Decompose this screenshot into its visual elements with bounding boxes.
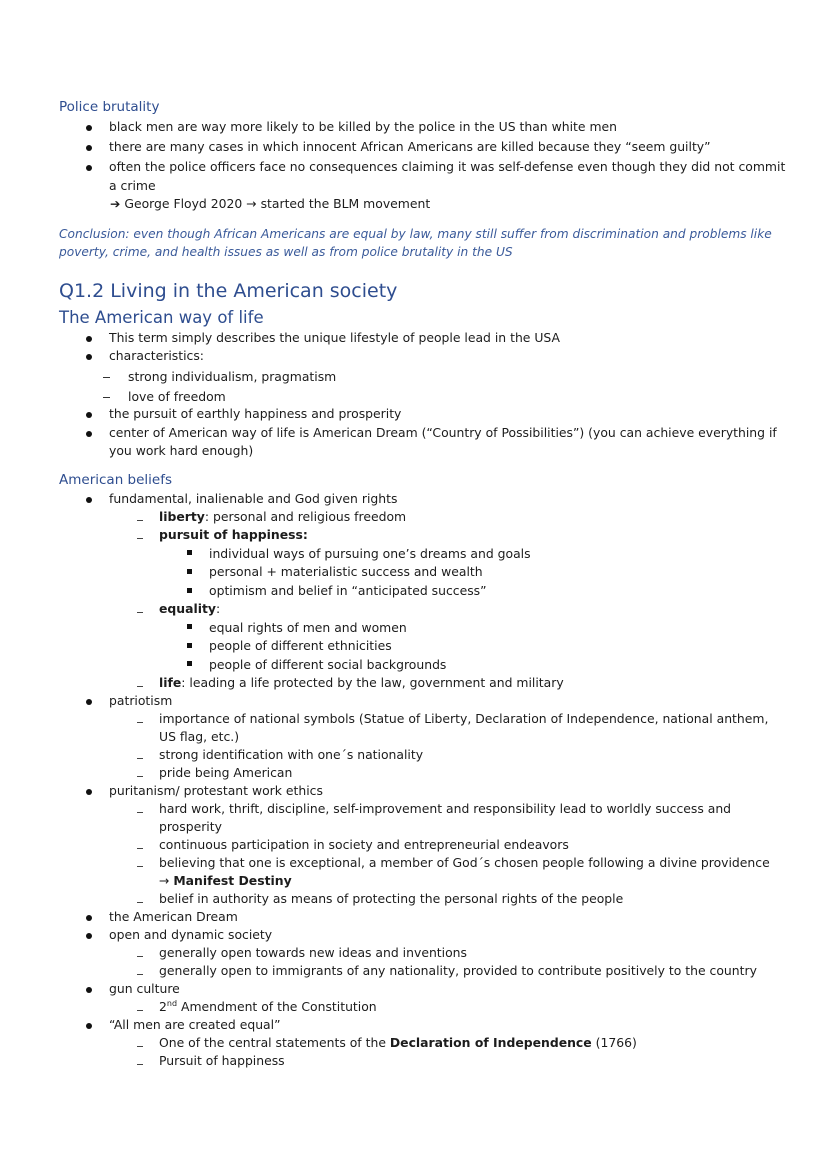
dash-marker — [103, 377, 110, 378]
section-title: Q1.2 Living in the American society — [59, 280, 398, 302]
way-bullet-4-line-1: center of American way of life is American Dream (“Country of Possibilities”) (you can achieve everything if — [109, 425, 777, 440]
dash-marker — [137, 1064, 143, 1065]
dash-marker — [137, 848, 143, 849]
equality-item-1: equal rights of men and women — [209, 620, 407, 635]
patriotism-item-3: pride being American — [159, 765, 293, 780]
equality-item — [159, 601, 220, 617]
beliefs-bullet-open-society: open and dynamic society — [109, 927, 273, 942]
open-society-item-1: generally open towards new ideas and inventions — [159, 945, 467, 960]
puritanism-item-3-line-1: believing that one is exceptional, a member of God´s chosen people following a divine providence — [159, 855, 770, 870]
square-bullet — [187, 661, 192, 666]
patriotism-item-1-line-1: importance of national symbols (Statue of Liberty, Declaration of Independence, national anthem, — [159, 711, 769, 726]
square-bullet — [187, 643, 192, 648]
dash-marker — [137, 974, 143, 975]
declaration-year: (1766) — [591, 1035, 637, 1050]
patriotism-item-1-line-2: US flag, etc.) — [159, 729, 240, 744]
all-men-equal-item-2: Pursuit of happiness — [159, 1053, 285, 1068]
bullet-marker — [86, 789, 92, 795]
liberty-text: : personal and religious freedom — [204, 509, 407, 524]
beliefs-bullet-puritanism: puritanism/ protestant work ethics — [109, 783, 323, 798]
dash-marker — [137, 812, 143, 813]
puritanism-item-1-line-1: hard work, thrift, discipline, self-improvement and responsibility lead to worldly success and — [159, 801, 732, 816]
george-floyd-text: George Floyd 2020 — [124, 196, 243, 211]
amendment-number: 2 — [159, 999, 167, 1014]
open-society-item-2: generally open to immigrants of any nationality, provided to contribute positively to the country — [159, 963, 757, 978]
liberty-label: liberty — [159, 509, 205, 524]
puritanism-item-4: belief in authority as means of protecting the personal rights of the people — [159, 891, 624, 906]
george-floyd-item — [110, 196, 430, 212]
way-of-life-heading: The American way of life — [59, 308, 264, 327]
dash-marker — [137, 686, 143, 687]
dash-marker — [137, 776, 143, 777]
patriotism-item-2: strong identification with one´s nationality — [159, 747, 424, 762]
pursuit-item-3: optimism and belief in “anticipated success” — [209, 583, 487, 598]
dash-marker — [137, 866, 143, 867]
dash-marker — [137, 902, 143, 903]
way-bullet-2: characteristics: — [109, 348, 204, 363]
way-bullet-1: This term simply describes the unique lifestyle of people lead in the USA — [109, 330, 560, 345]
equality-item-3: people of different social backgrounds — [209, 657, 447, 672]
pursuit-item-2: personal + materialistic success and wealth — [209, 564, 483, 579]
police-brutality-heading: Police brutality — [59, 99, 160, 115]
bullet-marker — [86, 354, 92, 360]
police-bullet-3-line-2: a crime — [109, 178, 156, 193]
dash-marker — [137, 538, 143, 539]
dash-marker — [137, 956, 143, 957]
bullet-marker — [86, 1023, 92, 1029]
beliefs-bullet-patriotism: patriotism — [109, 693, 173, 708]
bullet-marker — [86, 699, 92, 705]
police-bullet-1: black men are way more likely to be killed by the police in the US than white men — [109, 119, 617, 134]
arrow-icon: ➔ — [110, 196, 121, 211]
life-item — [159, 675, 564, 691]
all-men-equal-item-1 — [159, 1035, 637, 1051]
bullet-marker — [86, 145, 92, 151]
bullet-marker — [86, 987, 92, 993]
pursuit-label: pursuit of happiness: — [159, 527, 308, 542]
life-text: : leading a life protected by the law, government and military — [181, 675, 564, 690]
way-bullet-4-line-2: you work hard enough) — [109, 443, 254, 458]
dash-marker — [137, 612, 143, 613]
blm-text: started the BLM movement — [260, 196, 431, 211]
gun-culture-item — [159, 999, 377, 1015]
square-bullet — [187, 569, 192, 574]
declaration-prefix: One of the central statements of the — [159, 1035, 390, 1050]
way-dash-2: love of freedom — [128, 389, 226, 404]
equality-colon: : — [215, 601, 221, 616]
right-arrow-icon: → — [159, 873, 170, 888]
dash-marker — [137, 1010, 143, 1011]
way-dash-1: strong individualism, pragmatism — [128, 369, 337, 384]
puritanism-item-2: continuous participation in society and entrepreneurial endeavors — [159, 837, 569, 852]
bullet-marker — [86, 165, 92, 171]
conclusion-line-1: Conclusion: even though African Americans are equal by law, many still suffer from discrimination and problems like — [59, 227, 772, 241]
bullet-marker — [86, 497, 92, 503]
equality-item-2: people of different ethnicities — [209, 638, 392, 653]
equality-label: equality — [159, 601, 216, 616]
american-beliefs-heading: American beliefs — [59, 472, 173, 488]
square-bullet — [187, 624, 192, 629]
beliefs-bullet-rights: fundamental, inalienable and God given rights — [109, 491, 398, 506]
pursuit-item-1: individual ways of pursuing one’s dreams and goals — [209, 546, 531, 561]
amendment-suffix: nd — [166, 998, 178, 1008]
bullet-marker — [86, 412, 92, 418]
beliefs-bullet-american-dream: the American Dream — [109, 909, 238, 924]
bullet-marker — [86, 915, 92, 921]
dash-marker — [137, 1046, 143, 1047]
bullet-marker — [86, 336, 92, 342]
bullet-marker — [86, 431, 92, 437]
police-bullet-2: there are many cases in which innocent African Americans are killed because they “seem guilty” — [109, 139, 711, 154]
beliefs-bullet-all-men-equal: “All men are created equal” — [109, 1017, 281, 1032]
dash-marker — [137, 758, 143, 759]
manifest-destiny-line — [159, 873, 292, 889]
right-arrow-icon: → — [246, 196, 257, 211]
square-bullet — [187, 550, 192, 555]
bullet-marker — [86, 933, 92, 939]
square-bullet — [187, 588, 192, 593]
life-label: life — [159, 675, 182, 690]
manifest-destiny-label: Manifest Destiny — [173, 873, 292, 888]
declaration-label: Declaration of Independence — [389, 1035, 592, 1050]
dash-marker — [103, 397, 110, 398]
puritanism-item-1-line-2: prosperity — [159, 819, 222, 834]
police-bullet-3-line-1: often the police officers face no consequences claiming it was self-defense even though they did not commit — [109, 159, 786, 174]
dash-marker — [137, 722, 143, 723]
bullet-marker — [86, 125, 92, 131]
beliefs-bullet-gun-culture: gun culture — [109, 981, 180, 996]
way-bullet-3: the pursuit of earthly happiness and prosperity — [109, 406, 402, 421]
conclusion-line-2: poverty, crime, and health issues as well as from police brutality in the US — [59, 245, 513, 259]
liberty-item — [159, 509, 406, 525]
amendment-text: Amendment of the Constitution — [177, 999, 377, 1014]
dash-marker — [137, 520, 143, 521]
